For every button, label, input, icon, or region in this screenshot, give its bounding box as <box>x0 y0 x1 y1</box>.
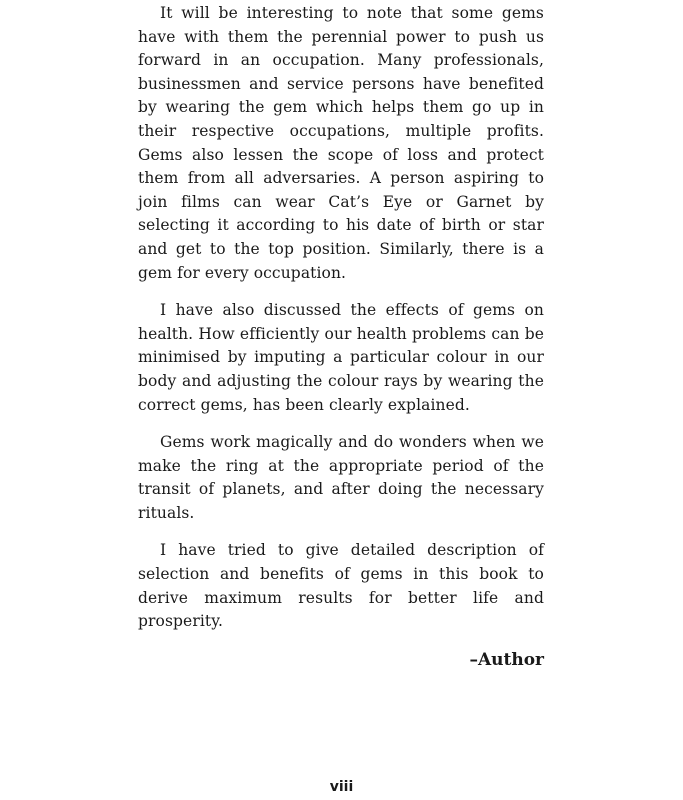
page-number: viii <box>329 779 354 795</box>
page-body <box>138 2 544 672</box>
paragraph-health: I have also discussed the effects of gems on health. How efficiently our health problems can be minimised by imputing a particular colour in our body and adjusting the colour rays by wearing the correct gems, has been clearly explained. <box>138 301 544 414</box>
paragraph-rituals: Gems work magically and do wonders when we make the ring at the appropriate period of the transit of planets, and after doing the necessary rituals. <box>138 433 544 522</box>
author-signature: –Author <box>469 649 544 670</box>
paragraph-conclusion: I have tried to give detailed description of selection and benefits of gems in this book to derive maximum results for better life and prosperity. <box>138 541 544 631</box>
paragraph-occupation: It will be interesting to note that some gems have with them the perennial power to push us forward in an occupation. Many professionals, businessmen and service persons have benefited by wearing the gem which helps them go up in their respective occupations, multiple profits. Gems also lessen the scope of loss and protect them from all adversaries. A person aspiring to join films can wear Cat’s Eye or Garnet by selecting it according to his date of birth or star and get to the top position. Similarly, there is a gem for every occupation. <box>138 4 544 282</box>
